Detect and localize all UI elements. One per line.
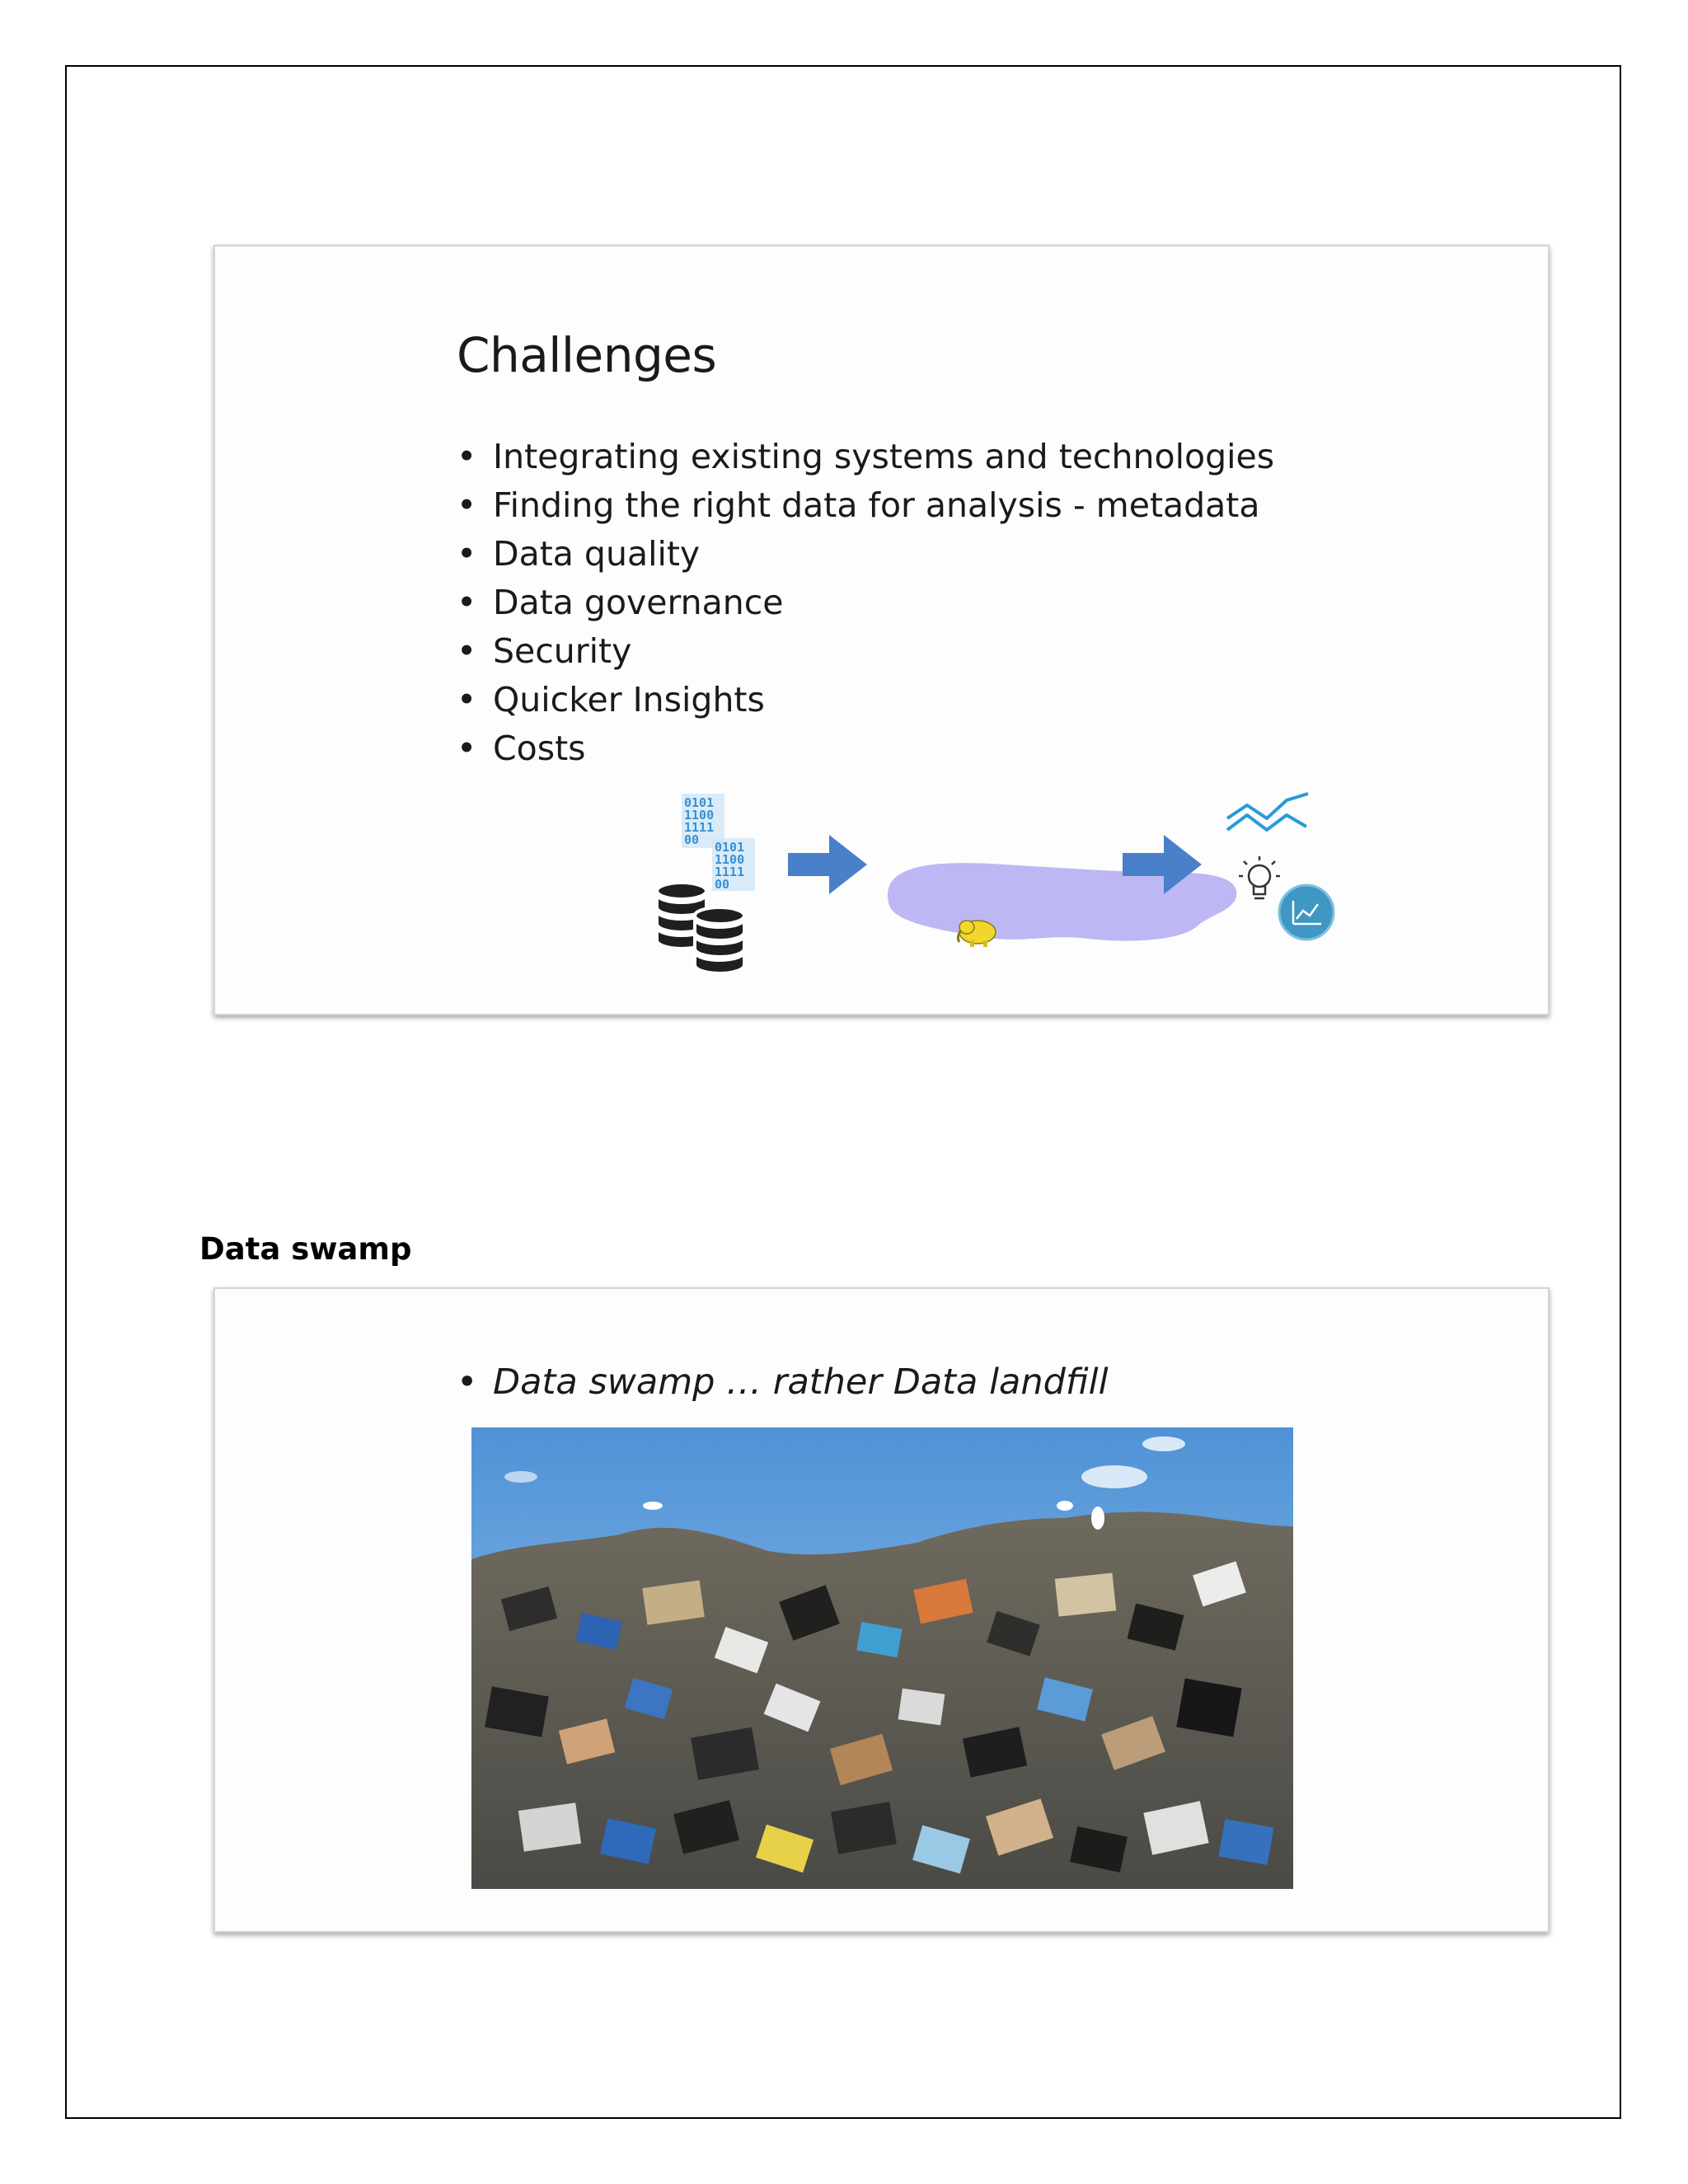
bullet-icon: • xyxy=(457,631,477,671)
data-swamp-slide xyxy=(213,1287,1550,1933)
landfill-photo xyxy=(471,1427,1293,1889)
challenges-slide xyxy=(213,245,1550,1015)
binary-data-icon xyxy=(712,838,755,892)
hadoop-elephant-icon xyxy=(958,921,996,947)
arrow-right-icon xyxy=(788,835,867,894)
bullet-icon: • xyxy=(457,680,477,719)
analytics-badge-icon xyxy=(1279,885,1334,940)
bullet-icon: • xyxy=(457,485,477,525)
svg-text:0101: 0101 xyxy=(684,795,715,810)
svg-text:00: 00 xyxy=(684,832,700,847)
trend-chart-icon xyxy=(1227,794,1308,830)
svg-text:0101: 0101 xyxy=(715,840,745,855)
svg-text:1111: 1111 xyxy=(715,865,745,879)
bullet-icon: • xyxy=(457,437,477,476)
list-item-text: Data governance xyxy=(493,583,784,622)
data-lake-diagram xyxy=(215,246,1551,1017)
list-item-text: Costs xyxy=(493,729,586,768)
bullet-icon: • xyxy=(457,729,477,768)
bullet-icon: • xyxy=(457,1361,478,1403)
light-bulb-icon xyxy=(1239,856,1280,898)
list-item-text: Security xyxy=(493,631,632,671)
svg-text:1100: 1100 xyxy=(715,852,745,867)
bullet-icon: • xyxy=(457,583,477,622)
section-heading: Data swamp xyxy=(199,1231,412,1267)
svg-text:00: 00 xyxy=(715,877,730,892)
svg-text:1111: 1111 xyxy=(684,820,715,835)
list-item-text: Finding the right data for analysis - metadata xyxy=(493,485,1260,525)
svg-text:1100: 1100 xyxy=(684,808,715,823)
bullet-icon: • xyxy=(457,534,477,574)
database-icon xyxy=(695,907,744,973)
list-item-text: Integrating existing systems and technologies xyxy=(493,437,1275,476)
slide-title: Challenges xyxy=(457,327,717,383)
list-item-text: Data quality xyxy=(493,534,701,574)
slide-bullet xyxy=(457,1361,1109,1403)
slide-bullet-text: Data swamp … rather Data landfill xyxy=(493,1361,1109,1403)
list-item-text: Quicker Insights xyxy=(493,680,765,719)
